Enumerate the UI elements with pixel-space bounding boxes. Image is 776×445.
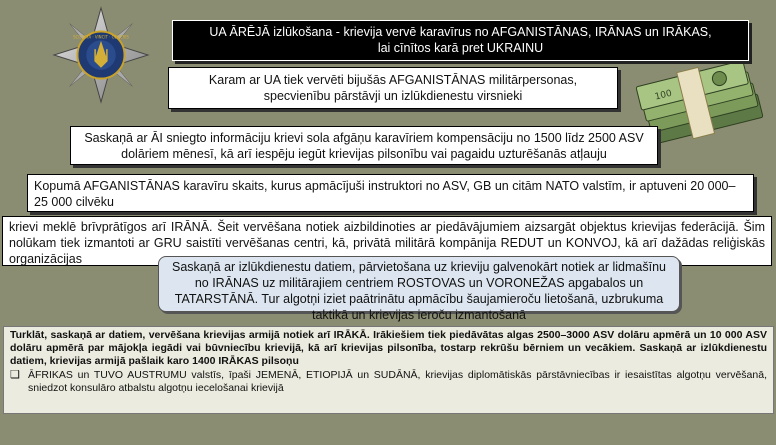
intelligence-emblem-icon xyxy=(52,6,150,104)
bullet-item xyxy=(10,369,767,395)
page-title: UA ĀRĒJĀ izlūkošana - krievija vervē karavīrus no AFGANISTĀNAS, IRĀNAS un IRĀKAS, lai cīnītos karā pret UKRAINU xyxy=(172,20,749,61)
checkbox-bullet-icon: ❑ xyxy=(10,368,20,381)
iran-recruitment-text: krievi meklē brīvprātīgos arī IRĀNĀ. Šeit vervēšana notiek aizbildinoties ar piedāvājumiem aizsargāt objektus krievijas federācijā. Šim nolūkam tiek izmantoti ar GRU saistīti vervēšanas centri, kā, privātā militārā kompānija REDUT un KONVOJ, kā arī dažādas reliģiskās organizācijas xyxy=(2,216,772,266)
recruited-personnel-text: Karam ar UA tiek vervēti bijušās AFGANISTĀNAS militārpersonas, specvienību pārstāvji un izlūkdienestu virsnieki xyxy=(168,67,618,109)
svg-text:100: 100 xyxy=(653,88,674,103)
trained-soldiers-count-text: Kopumā AFGANISTĀNAS karavīru skaits, kurus apmācījuši instruktori no ASV, GB un citām NATO valstīm, ir aptuveni 20 000–25 000 cilvēku xyxy=(27,174,754,212)
compensation-text: Saskaņā ar ĀI sniegto informāciju krievi sola afgāņu karavīriem kompensāciju no 1500 līdz 2500 ASV dolāriem mēnesī, kā arī iespēju iegūt krievijas pilsonību vai pagaidu uzturēšanās atļauju xyxy=(70,126,658,165)
emblem-text: SCIENTIA · VINCIT · GENERIS xyxy=(73,34,129,40)
iraq-recruitment-text: Turklāt, saskaņā ar datiem, vervēšana krievijas armijā notiek arī IRĀKĀ. Irākiešiem tiek piedāvātas algas 2500–3000 ASV dolāru apmērā un 10 000 ASV dolāru apmērā par mājokļa iegādi vai būvniecību krievijā, kā arī krievijas pilsonība, tostarp rekrūšu bērniem un vecākiem. Saskaņā ar izlūkdienestu datiem, krievijas armijā pašlaik karo 1400 IRĀKAS pilsoņu xyxy=(10,329,767,368)
africa-middle-east-text: ĀFRIKAS un TUVO AUSTRUMU valstīs, īpaši JEMENĀ, ETIOPIJĀ un SUDĀNĀ, krievijas diplomātiskās pārstāvniecības ir iesaistītas algotņu vervēšanā, sniedzot konsulāro atbalstu algotņu iecelošanai krievijā xyxy=(28,368,767,394)
iraq-africa-info-box xyxy=(3,326,774,414)
transfer-training-text: Saskaņā ar izlūkdienestu datiem, pārvietošana uz krieviju galvenokārt notiek ar lidmašīnu no IRĀNAS uz militārajiem centriem ROSTOVAS un VORONEŽAS apgabalos un TATARSTĀNĀ. Tur algotņi iziet paātrinātu apmācību šaujamieroču lietošanā, uzbrukuma taktikā un krievijas ieroču izmantošanā xyxy=(158,256,680,312)
